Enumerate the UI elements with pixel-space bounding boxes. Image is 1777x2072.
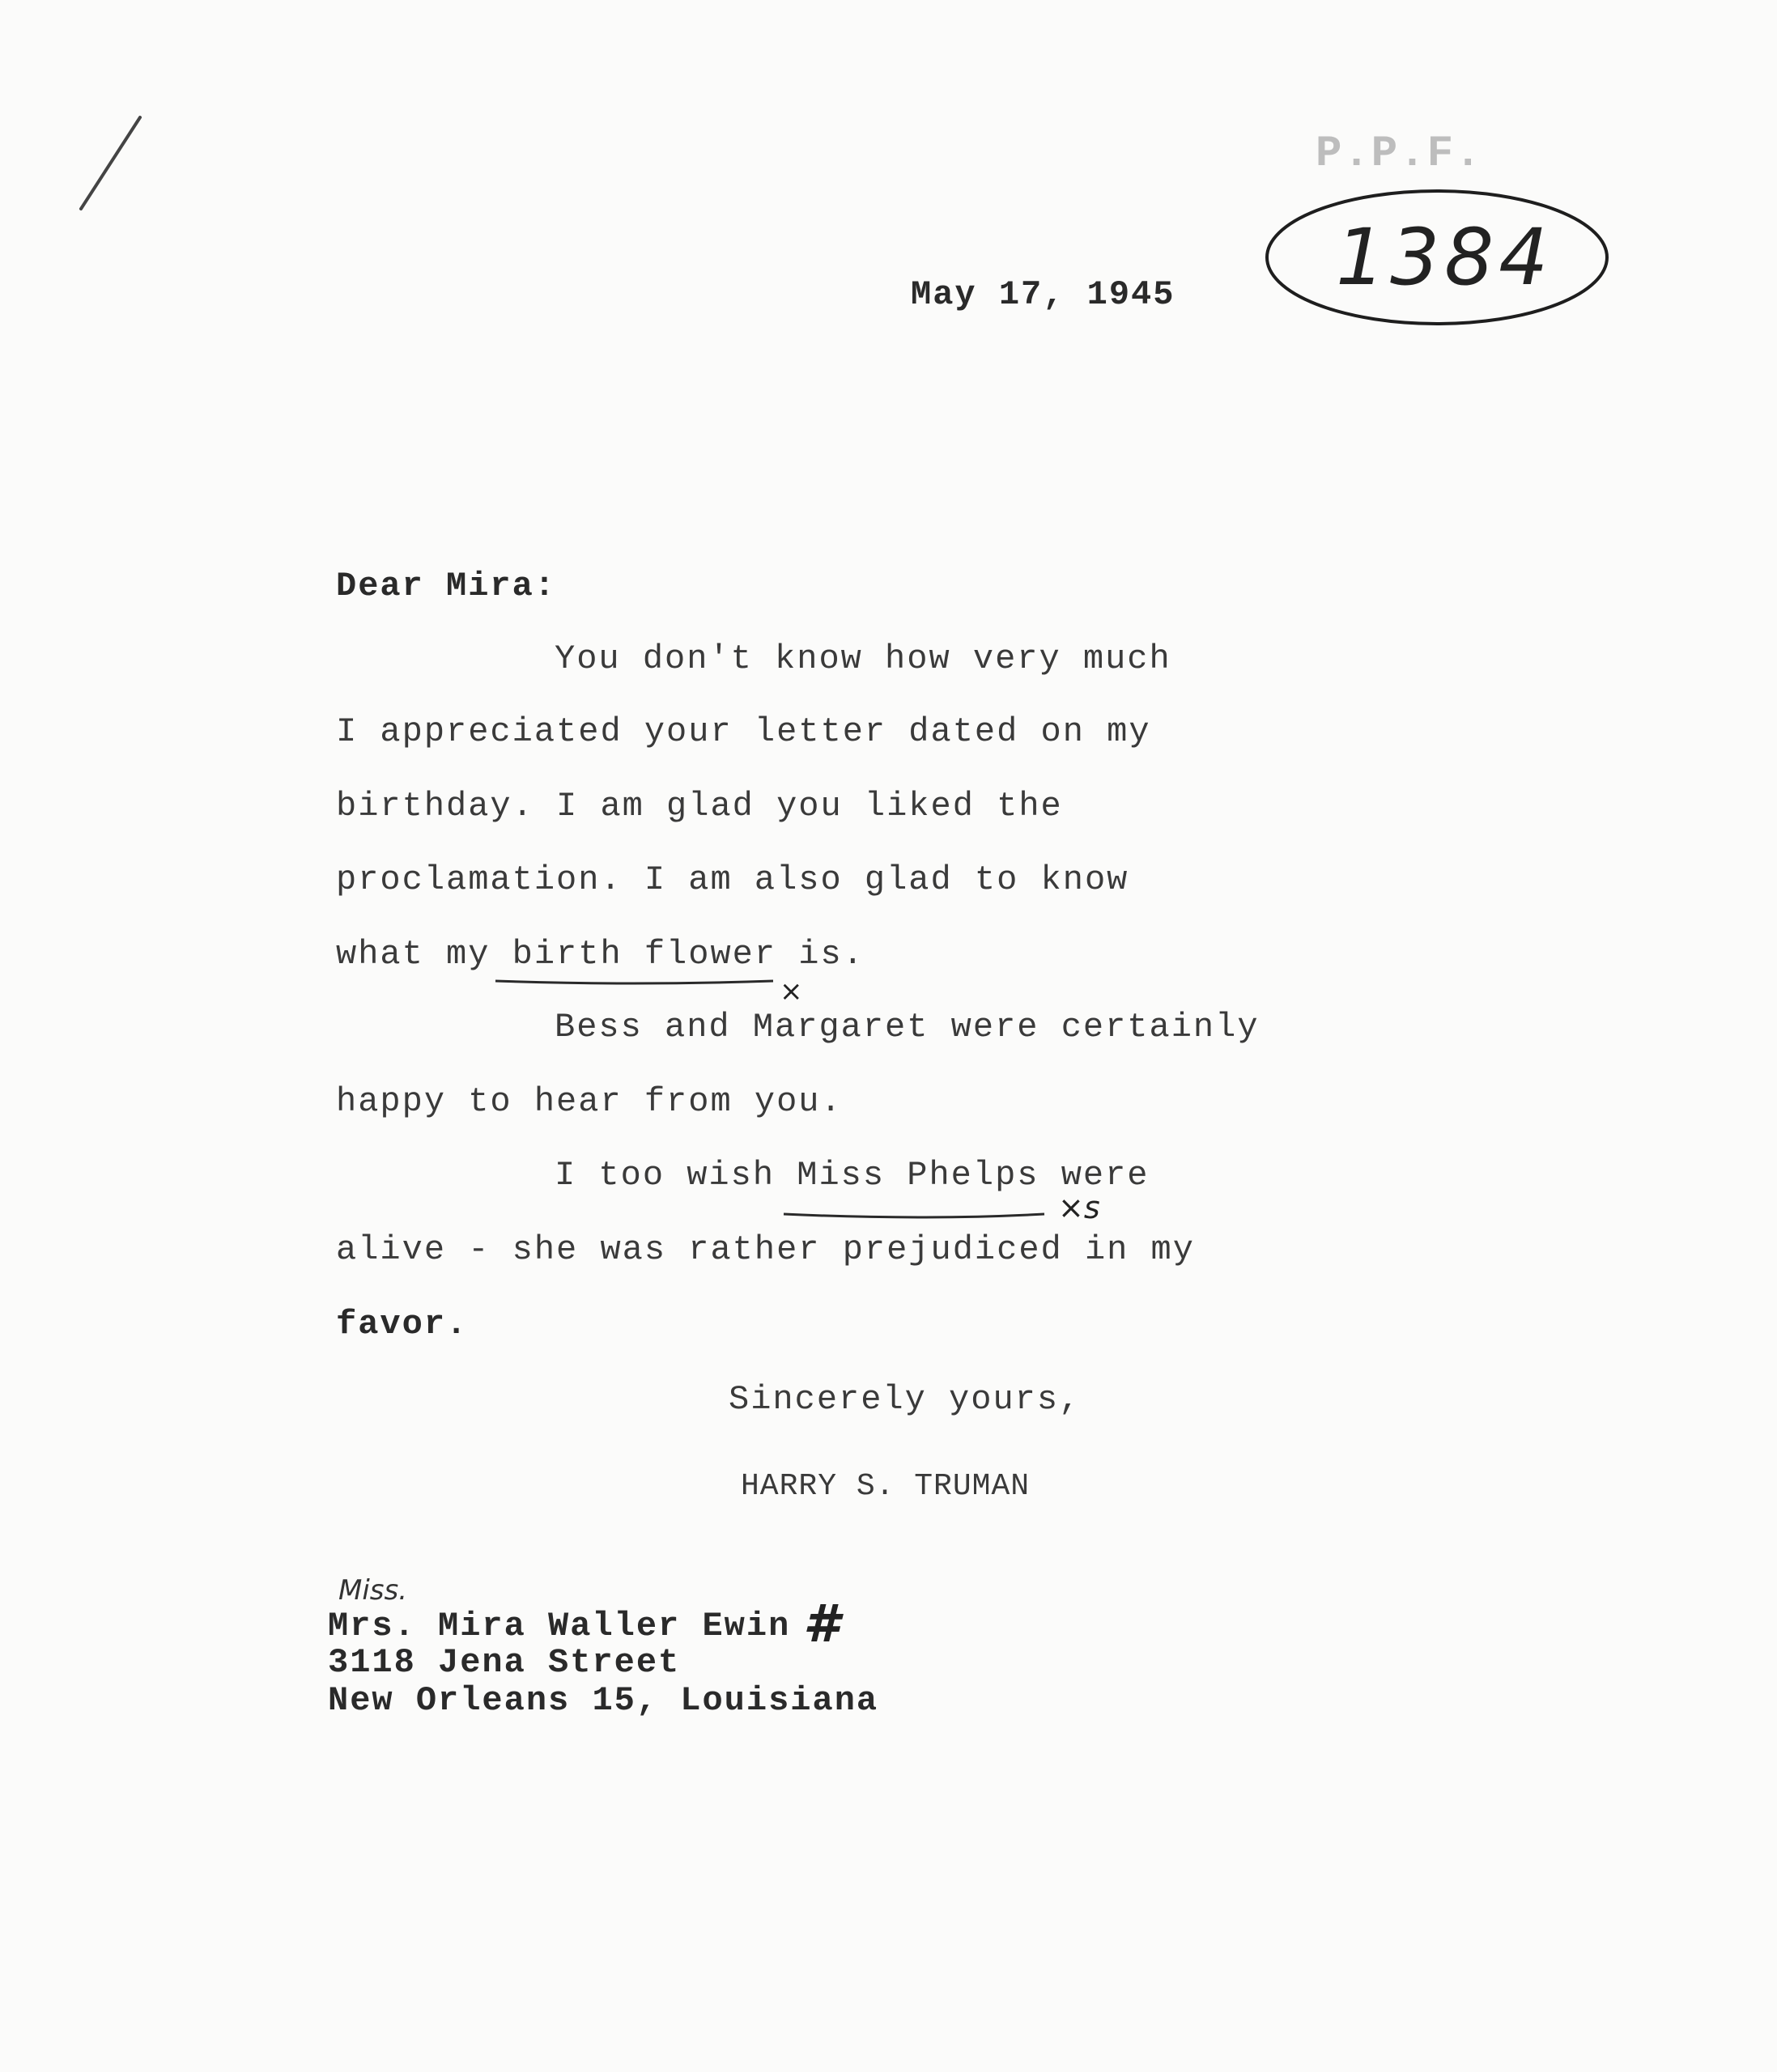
body-line: I too wish Miss Phelps were xyxy=(555,1156,1150,1195)
address-hash-mark: # xyxy=(803,1594,840,1654)
closing: Sincerely yours, xyxy=(729,1380,1082,1419)
underline-birth-flower xyxy=(495,981,773,983)
margin-tick xyxy=(81,117,140,209)
underline-miss-phelps xyxy=(784,1214,1044,1217)
address-line-1: Mrs. Mira Waller Ewin xyxy=(328,1607,791,1645)
body-line: You don't know how very much xyxy=(555,639,1171,678)
address-annotation: Miss. xyxy=(338,1574,408,1607)
body-line: birthday. I am glad you liked the xyxy=(336,787,1063,826)
address-line-2: 3118 Jena Street xyxy=(328,1643,681,1682)
body-line: proclamation. I am also glad to know xyxy=(336,860,1129,899)
body-line: alive - she was rather prejudiced in my xyxy=(336,1230,1195,1269)
file-number: 1384 xyxy=(1336,212,1554,303)
body-line: Bess and Margaret were certainly xyxy=(555,1008,1260,1047)
body-line: I appreciated your letter dated on my xyxy=(336,712,1151,751)
body-line: happy to hear from you. xyxy=(336,1082,843,1121)
body-line: favor. xyxy=(336,1305,469,1344)
ppf-stamp: P.P.F. xyxy=(1316,130,1483,179)
address-line-3: New Orleans 15, Louisiana xyxy=(328,1681,879,1720)
body-line: what my birth flower is. xyxy=(336,935,865,974)
cross-mark: × xyxy=(780,975,803,1008)
signature-block: HARRY S. TRUMAN xyxy=(741,1469,1031,1504)
letter-date: May 17, 1945 xyxy=(911,275,1175,314)
cross-mark: ×s xyxy=(1058,1190,1100,1225)
salutation: Dear Mira: xyxy=(336,567,557,605)
